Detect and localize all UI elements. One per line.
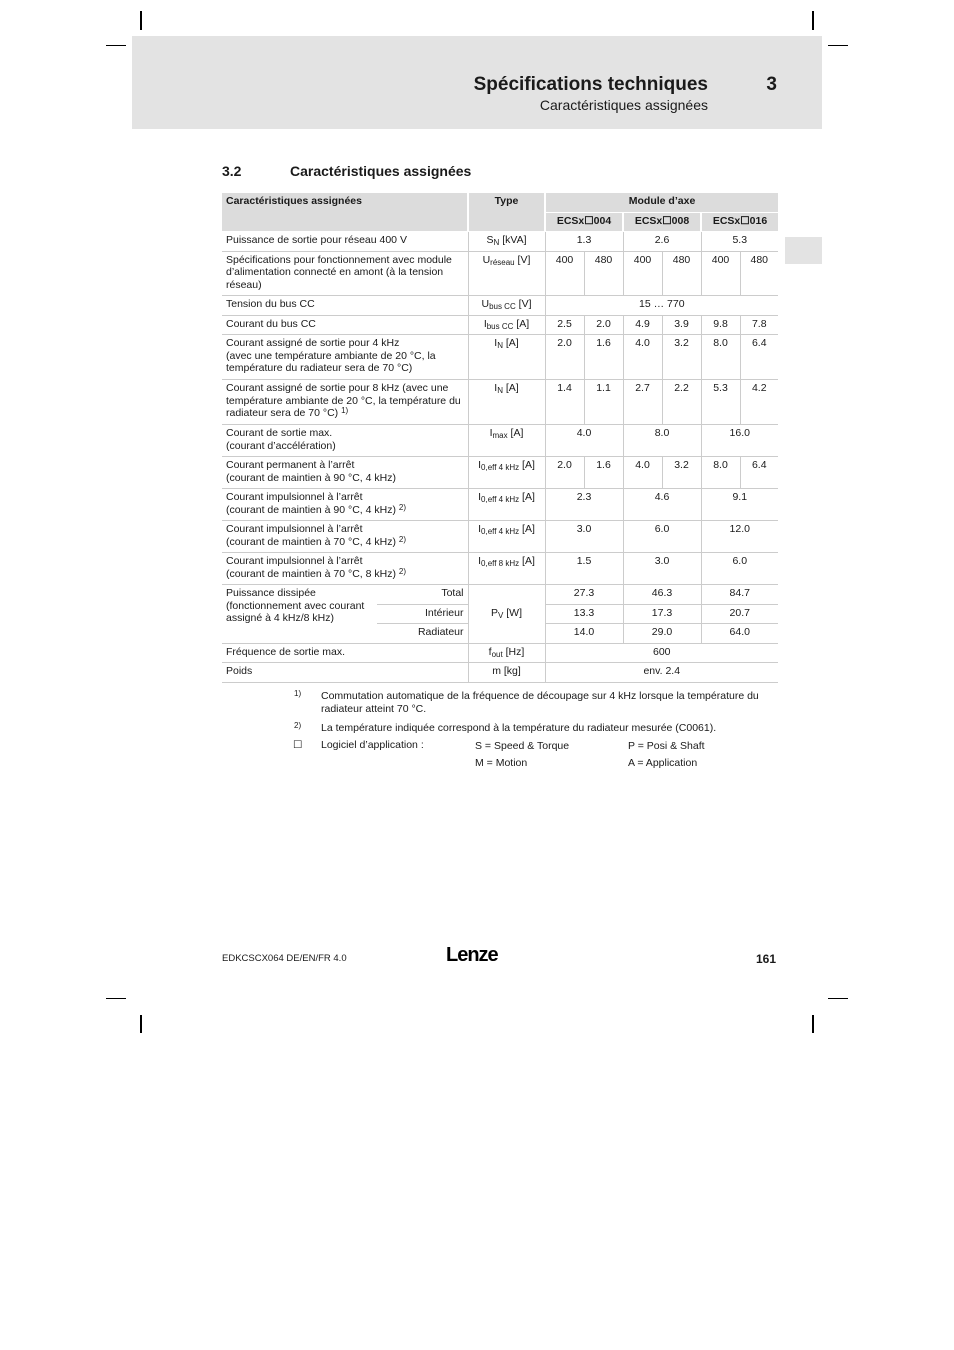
crop-mark [828,45,848,46]
cell-value: 480 [662,251,701,296]
cell-value: 480 [740,251,778,296]
cell-value: 29.0 [623,624,701,644]
row-label: Courant permanent à l’arrêt (courant de maintien à 90 °C, 4 kHz) [222,457,468,489]
cell-value: 6.0 [623,521,701,553]
row-label: Courant assigné de sortie pour 8 kHz (avec une température ambiante de 20 °C, la température du radiateur sera de 70 °C) $^{1)}$ [222,380,468,425]
cell-value: 3.0 [623,553,701,585]
cell-value: 2.0 [545,457,584,489]
crop-mark [106,45,126,46]
row-label: Spécifications pour fonctionnement avec module d’alimentation connecté en amont (à la tension réseau) [222,251,468,296]
cell-value: 14.0 [545,624,623,644]
table-row [222,521,778,553]
table-row [222,663,778,683]
row-symbol: $I_{bus CC}$ [A] [468,315,545,335]
cell-value: 3.0 [545,521,623,553]
table-row [222,335,778,380]
footnote-1: Commutation automatique de la fréquence de découpage sur 4 kHz lorsque la température du radiateur atteint 70 °C. [321,690,759,715]
crop-mark [140,11,142,30]
cell-value: 4.9 [623,315,662,335]
table-row [222,553,778,585]
row-symbol: $I_{0,eff 4 kHz}$ [A] [468,489,545,521]
row-label: Courant impulsionnel à l’arrêt (courant de maintien à 70 °C, 8 kHz) $^{2)}$ [222,553,468,585]
cell-value: 4.2 [740,380,778,425]
cell-value: 20.7 [701,604,778,624]
cell-value: 1.5 [545,553,623,585]
application-option: M = Motion [475,757,528,769]
header-module-016: ECSx☐016 [701,212,778,232]
row-symbol: $I_{0,eff 8 kHz}$ [A] [468,553,545,585]
chapter-tab [785,237,822,264]
table-row [222,489,778,521]
cell-value: env. 2.4 [545,663,778,683]
cell-value: 64.0 [701,624,778,644]
cell-value: 13.3 [545,604,623,624]
cell-value: 17.3 [623,604,701,624]
page-title: Spécifications techniques [473,74,708,95]
row-label: Courant du bus CC [222,315,468,335]
cell-value: 9.1 [701,489,778,521]
cell-value: 400 [623,251,662,296]
cell-value: 2.2 [662,380,701,425]
table-header-row [222,193,778,212]
cell-value: 1.6 [584,335,623,380]
section-number: 3.2 [222,163,242,179]
header-module-008: ECSx☐008 [623,212,701,232]
application-label: Logiciel d’application : [321,739,424,751]
cell-value: 16.0 [701,425,778,457]
row-symbol: $I_N$ [A] [468,335,545,380]
application-option: S = Speed & Torque [475,740,570,752]
svg-text:Lenze: Lenze [446,944,498,966]
row-label: Tension du bus CC [222,296,468,316]
document-code: EDKCSCX064 DE/EN/FR 4.0 [222,953,347,964]
page-number: 161 [755,952,776,966]
row-label: Fréquence de sortie max. [222,643,468,663]
row-symbol: $P_V$ [W] [468,585,545,644]
ratings-table [222,193,778,683]
cell-value: 6.4 [740,457,778,489]
crop-mark [828,998,848,999]
header-characteristics: Caractéristiques assignées [222,193,468,232]
cell-value: 1.1 [584,380,623,425]
row-label: Puissance de sortie pour réseau 400 V [222,232,468,252]
table-row [222,232,778,252]
row-symbol: $I_{0,eff 4 kHz}$ [A] [468,457,545,489]
cell-value: 84.7 [701,585,778,605]
cell-value: 8.0 [701,335,740,380]
row-part-label: Radiateur [377,624,468,644]
header-module-004: ECSx☐004 [545,212,623,232]
table-row [222,425,778,457]
crop-mark [812,1015,814,1033]
cell-value: 9.8 [701,315,740,335]
row-symbol: $I_{max}$ [A] [468,425,545,457]
page-subtitle: Caractéristiques assignées [539,97,708,113]
footnote-2: La température indiquée correspond à la température du radiateur mesurée (C0061). [321,722,717,734]
table-row [222,643,778,663]
cell-value: 3.2 [662,457,701,489]
footnote-mark: 2) [294,721,302,730]
cell-value: 400 [701,251,740,296]
row-label: Courant assigné de sortie pour 4 kHz (avec une température ambiante de 20 °C, la température du radiateur sera de 70 °C) [222,335,468,380]
row-label: Courant impulsionnel à l’arrêt (courant de maintien à 90 °C, 4 kHz) $^{2)}$ [222,489,468,521]
row-label: Courant impulsionnel à l’arrêt (courant de maintien à 70 °C, 4 kHz) $^{2)}$ [222,521,468,553]
row-part-label: Total [377,585,468,605]
cell-value: 1.3 [545,232,623,252]
cell-value: 4.0 [623,335,662,380]
row-label: Puissance dissipée (fonctionnement avec courant assigné à 4 kHz/8 kHz) [222,585,377,644]
cell-value: 27.3 [545,585,623,605]
row-symbol: $f_{out}$ [Hz] [468,643,545,663]
cell-value: 1.6 [584,457,623,489]
cell-value: 5.3 [701,380,740,425]
footnote-mark: 1) [294,689,302,698]
crop-mark [812,11,814,30]
row-label: Poids [222,663,468,683]
row-symbol: $U_{bus CC}$ [V] [468,296,545,316]
cell-value: 400 [545,251,584,296]
crop-mark [106,998,126,999]
crop-mark [140,1015,142,1033]
cell-value: 5.3 [701,232,778,252]
row-label: Courant de sortie max. (courant d’accélération) [222,425,468,457]
cell-value: 1.4 [545,380,584,425]
table-row [222,585,778,605]
cell-value: 6.0 [701,553,778,585]
table-row [222,457,778,489]
cell-value: 2.7 [623,380,662,425]
table-row [222,296,778,316]
chapter-number: 3 [766,74,777,95]
header-type: Type [468,193,545,232]
cell-value: 46.3 [623,585,701,605]
table-row [222,251,778,296]
cell-value: 2.6 [623,232,701,252]
table-row [222,315,778,335]
cell-value: 4.0 [545,425,623,457]
row-symbol: $I_{0,eff 4 kHz}$ [A] [468,521,545,553]
row-symbol: $U_{réseau}$ [V] [468,251,545,296]
cell-value: 3.2 [662,335,701,380]
cell-value: 3.9 [662,315,701,335]
row-symbol: m [kg] [468,663,545,683]
row-part-label: Intérieur [377,604,468,624]
cell-value: 2.0 [545,335,584,380]
cell-value: 8.0 [701,457,740,489]
application-option: P = Posi & Shaft [628,740,705,752]
cell-value: 7.8 [740,315,778,335]
cell-value: 2.0 [584,315,623,335]
page-header [132,36,822,129]
cell-value: 12.0 [701,521,778,553]
application-option: A = Application [628,757,698,769]
cell-value: 4.6 [623,489,701,521]
cell-value: 2.3 [545,489,623,521]
cell-value: 600 [545,643,778,663]
lenze-logo [446,942,508,966]
cell-value: 480 [584,251,623,296]
cell-value: 4.0 [623,457,662,489]
cell-value: 6.4 [740,335,778,380]
cell-value: 2.5 [545,315,584,335]
cell-value: 15 … 770 [545,296,778,316]
cell-value: 8.0 [623,425,701,457]
section-title: Caractéristiques assignées [290,163,472,179]
table-row [222,380,778,425]
box-icon: ☐ [293,739,303,751]
row-symbol: $I_N$ [A] [468,380,545,425]
header-axis-module: Module d’axe [545,193,778,212]
row-symbol: $S_N$ [kVA] [468,232,545,252]
